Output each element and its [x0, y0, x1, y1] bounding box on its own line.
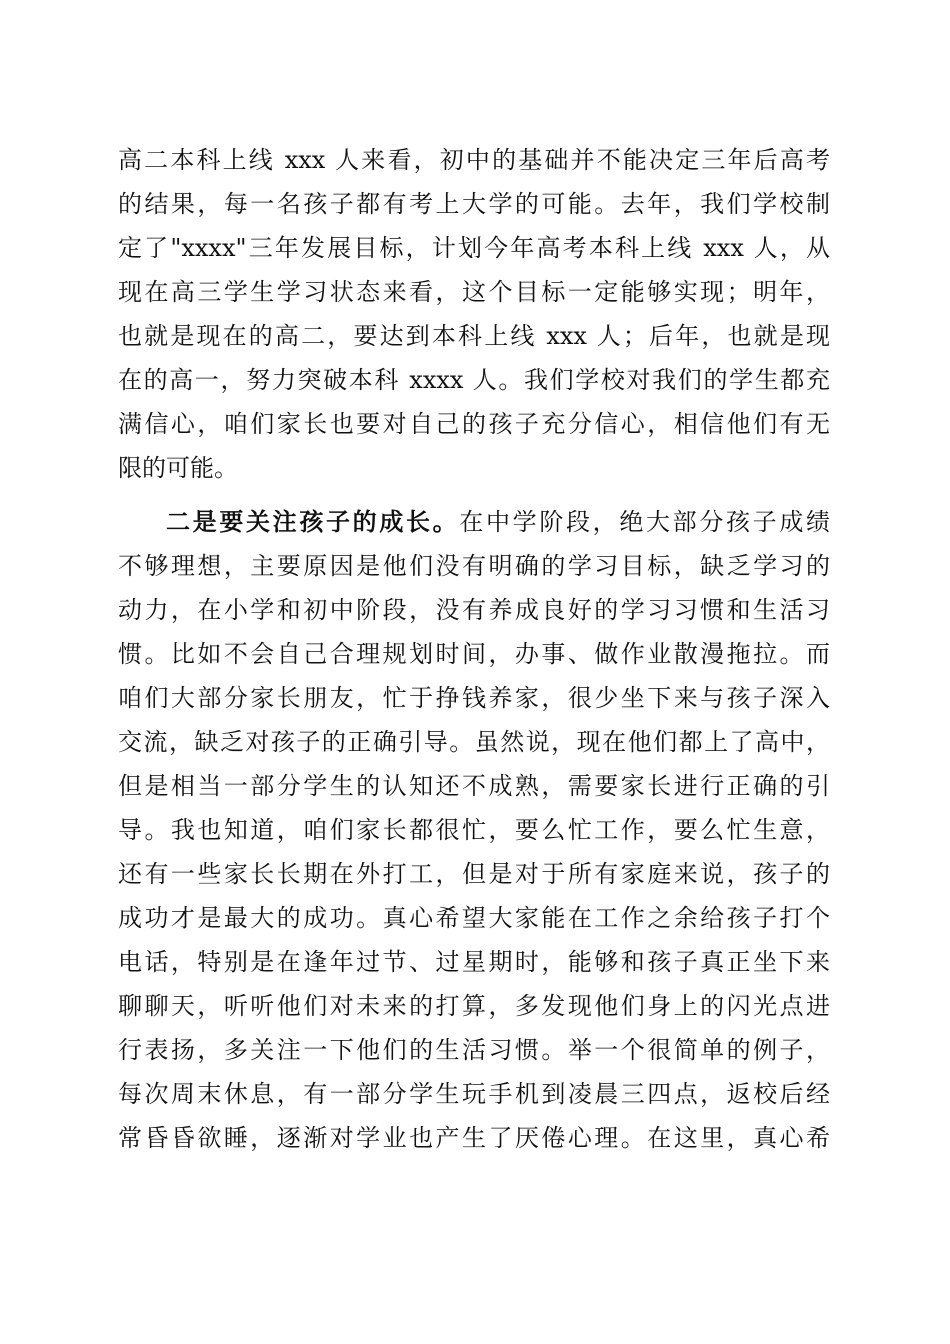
text-line: 现在高三学生学习状态来看，这个目标一定能够实现；明年，: [118, 278, 830, 306]
text-line: 行表扬，多关注一下他们的生活习惯。举一个很简单的例子，: [118, 1036, 830, 1064]
text-line: 限的可能。: [118, 454, 238, 482]
text-line: 电话，特别是在逢年过节、过星期时，能够和孩子真正坐下来: [118, 948, 830, 976]
text-line: 的结果，每一名孩子都有考上大学的可能。去年，我们学校制: [118, 190, 830, 218]
text-line: 不够理想，主要原因是他们没有明确的学习目标，缺乏学习的: [118, 552, 830, 580]
text-line: 高二本科上线 xxx 人来看，初中的基础并不能决定三年后高考: [118, 146, 830, 174]
text-line: 但是相当一部分学生的认知还不成熟，需要家长进行正确的引: [118, 772, 830, 800]
text-line: 惯。比如不会自己合理规划时间，办事、做作业散漫拖拉。而: [118, 640, 830, 668]
paragraph-heading: 二是要关注孩子的成长。: [166, 507, 460, 536]
text-line: 还有一些家长长期在外打工，但是对于所有家庭来说，孩子的: [118, 860, 830, 888]
paragraph-first-line: [166, 502, 830, 542]
text-line: 满信心，咱们家长也要对自己的孩子充分信心，相信他们有无: [118, 410, 830, 438]
text-line: 交流，缺乏对孩子的正确引导。虽然说，现在他们都上了高中，: [118, 728, 830, 756]
text-line: 常昏昏欲睡，逐渐对学业也产生了厌倦心理。在这里，真心希: [118, 1124, 830, 1152]
text-line: 咱们大部分家长朋友，忙于挣钱养家，很少坐下来与孩子深入: [118, 684, 830, 712]
text-line: 导。我也知道，咱们家长都很忙，要么忙工作，要么忙生意，: [118, 816, 830, 844]
text-line: 也就是现在的高二，要达到本科上线 xxx 人；后年，也就是现: [118, 322, 830, 350]
text-line: 定了"xxxx"三年发展目标，计划今年高考本科上线 xxx 人，从: [118, 234, 830, 262]
text-line: 成功才是最大的成功。真心希望大家能在工作之余给孩子打个: [118, 904, 830, 932]
text-line: 动力，在小学和初中阶段，没有养成良好的学习习惯和生活习: [118, 596, 830, 624]
text-line: 每次周末休息，有一部分学生玩手机到凌晨三四点，返校后经: [118, 1080, 830, 1108]
paragraph-first-line-text: 在中学阶段，绝大部分孩子成绩: [459, 508, 830, 536]
text-line: 在的高一，努力突破本科 xxxx 人。我们学校对我们的学生都充: [118, 366, 830, 394]
text-line: 聊聊天，听听他们对未来的打算，多发现他们身上的闪光点进: [118, 992, 830, 1020]
